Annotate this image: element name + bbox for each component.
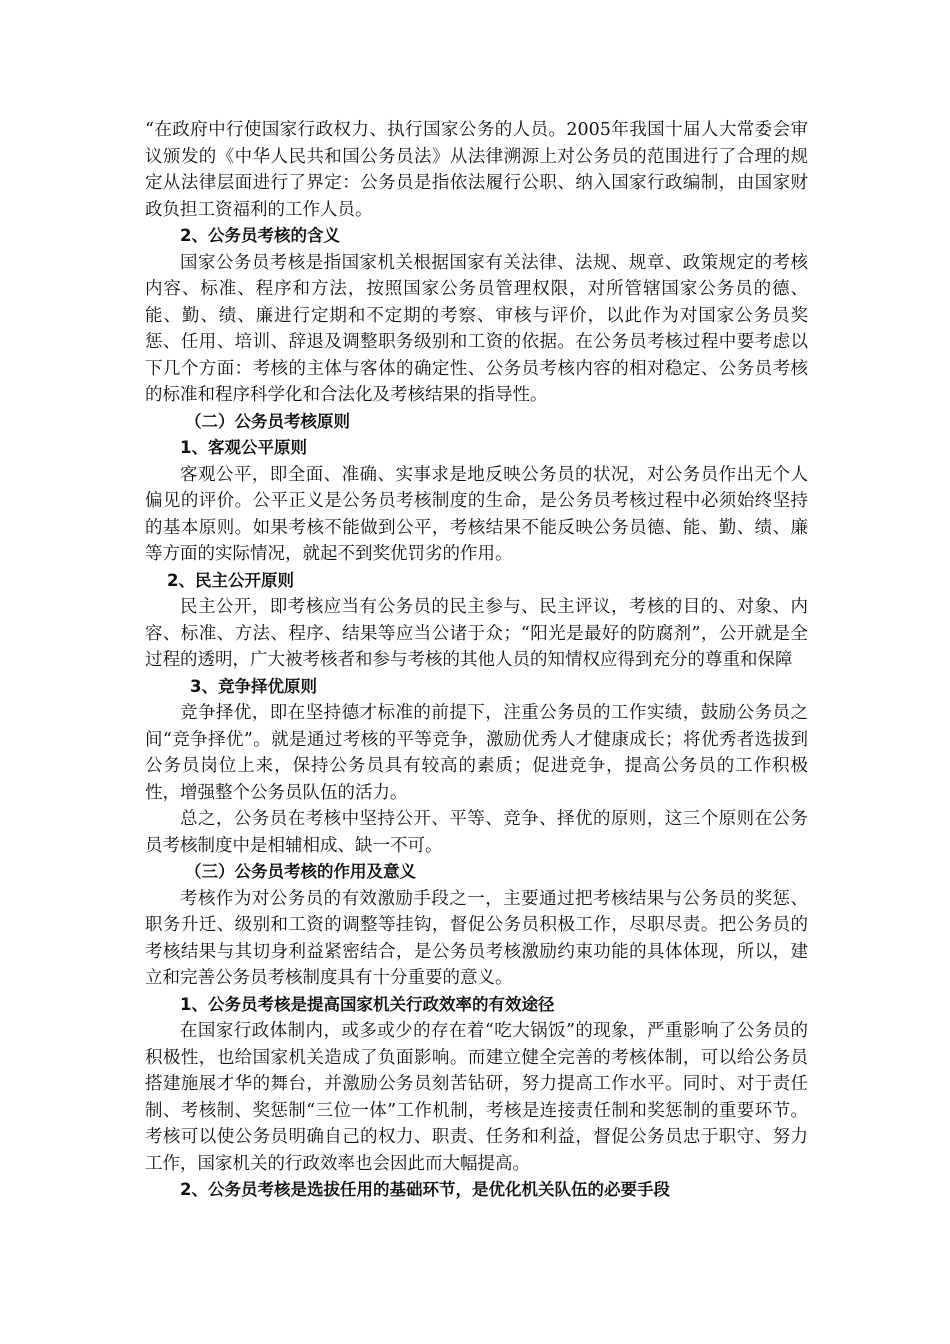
- heading-role-significance: （三）公务员考核的作用及意义: [185, 862, 416, 881]
- paragraph-democratic-open: 民主公开，即考核应当有公务员的民主参与、民主评议，考核的目的、对象、内容、标准、方法、程序、结果等应当公诸于众；“阳光是最好的防腐剂”，公开就是全过程的透明，广大被考核者和参与考核的其他人员的知情权应得到充分的尊重和保障: [145, 597, 808, 670]
- heading-assessment-meaning: 2、公务员考核的含义: [180, 226, 340, 245]
- heading-objective-fair: 1、客观公平原则: [180, 438, 307, 457]
- heading-democratic-open: 2、民主公开原则: [167, 570, 294, 590]
- paragraph-role-significance: 考核作为对公务员的有效激励手段之一，主要通过把考核结果与公务员的奖惩、职务升迁、级别和工资的调整等挂钩，督促公务员积极工作，尽职尽责。把公务员的考核结果与其切身利益紧密结合，是公务员考核激励约束功能的具体体现，所以，建立和完善公务员考核制度具有十分重要的意义。: [145, 888, 808, 988]
- heading-assessment-principles: （二）公务员考核原则: [185, 411, 350, 431]
- heading-competition-merit: 3、竞争择优原则: [190, 676, 317, 696]
- paragraph-principles-summary: 总之，公务员在考核中坚持公开、平等、竞争、择优的原则，这三个原则在公务员考核制度中是相辅相成、缺一不可。: [145, 809, 808, 856]
- paragraph-definition-continued: “在政府中行使国家行政权力、执行国家公务的人员。2005年我国十届人大常委会审议颁发的《中华人民共和国公务员法》从法律溯源上对公务员的范围进行了合理的规定从法律层面进行了界定：公务员是指依法履行公职、纳入国家行政编制，由国家财政负担工资福利的工作人员。: [145, 120, 808, 220]
- paragraph-objective-fair: 客观公平，即全面、准确、实事求是地反映公务员的状况，对公务员作出无个人偏见的评价。公平正义是公务员考核制度的生命，是公务员考核过程中必须始终坚持的基本原则。如果考核不能做到公平，考核结果不能反映公务员德、能、勤、绩、廉等方面的实际情况，就起不到奖优罚劣的作用。: [145, 464, 808, 564]
- paragraph-efficiency: 在国家行政体制内，或多或少的存在着“吃大锅饭”的现象，严重影响了公务员的积极性，也给国家机关造成了负面影响。而建立健全完善的考核体制，可以给公务员搭建施展才华的舞台，并激励公务员刻苦钻研，努力提高工作水平。同时、对于责任制、考核制、奖惩制“三位一体”工作机制，考核是连接责任制和奖惩制的重要环节。考核可以使公务员明确自己的权力、职责、任务和利益，督促公务员忠于职守、努力工作，国家机关的行政效率也会因此而大幅提高。: [145, 1021, 808, 1174]
- document-body: [145, 117, 808, 1204]
- paragraph-competition-merit: 竞争择优，即在坚持德才标准的前提下，注重公务员的工作实绩，鼓励公务员之间“竞争择优”。就是通过考核的平等竞争，激励优秀人才健康成长；将优秀者选拔到公务员岗位上来，保持公务员具有较高的素质；促进竞争，提高公务员的工作积极性，增强整个公务员队伍的活力。: [145, 703, 808, 803]
- heading-selection-basis: 2、公务员考核是选拔任用的基础环节，是优化机关队伍的必要手段: [180, 1180, 670, 1199]
- heading-efficiency: 1、公务员考核是提高国家机关行政效率的有效途径: [180, 994, 555, 1014]
- paragraph-assessment-meaning: 国家公务员考核是指国家机关根据国家有关法律、法规、规章、政策规定的考核内容、标准、程序和方法，按照国家公务员管理权限，对所管辖国家公务员的德、能、勤、绩、廉进行定期和不定期的考察、审核与评价，以此作为对国家公务员奖惩、任用、培训、辞退及调整职务级别和工资的依据。在公务员考核过程中要考虑以下几个方面：考核的主体与客体的确定性、公务员考核内容的相对稳定、公务员考核的标准和程序科学化和合法化及考核结果的指导性。: [145, 252, 808, 405]
